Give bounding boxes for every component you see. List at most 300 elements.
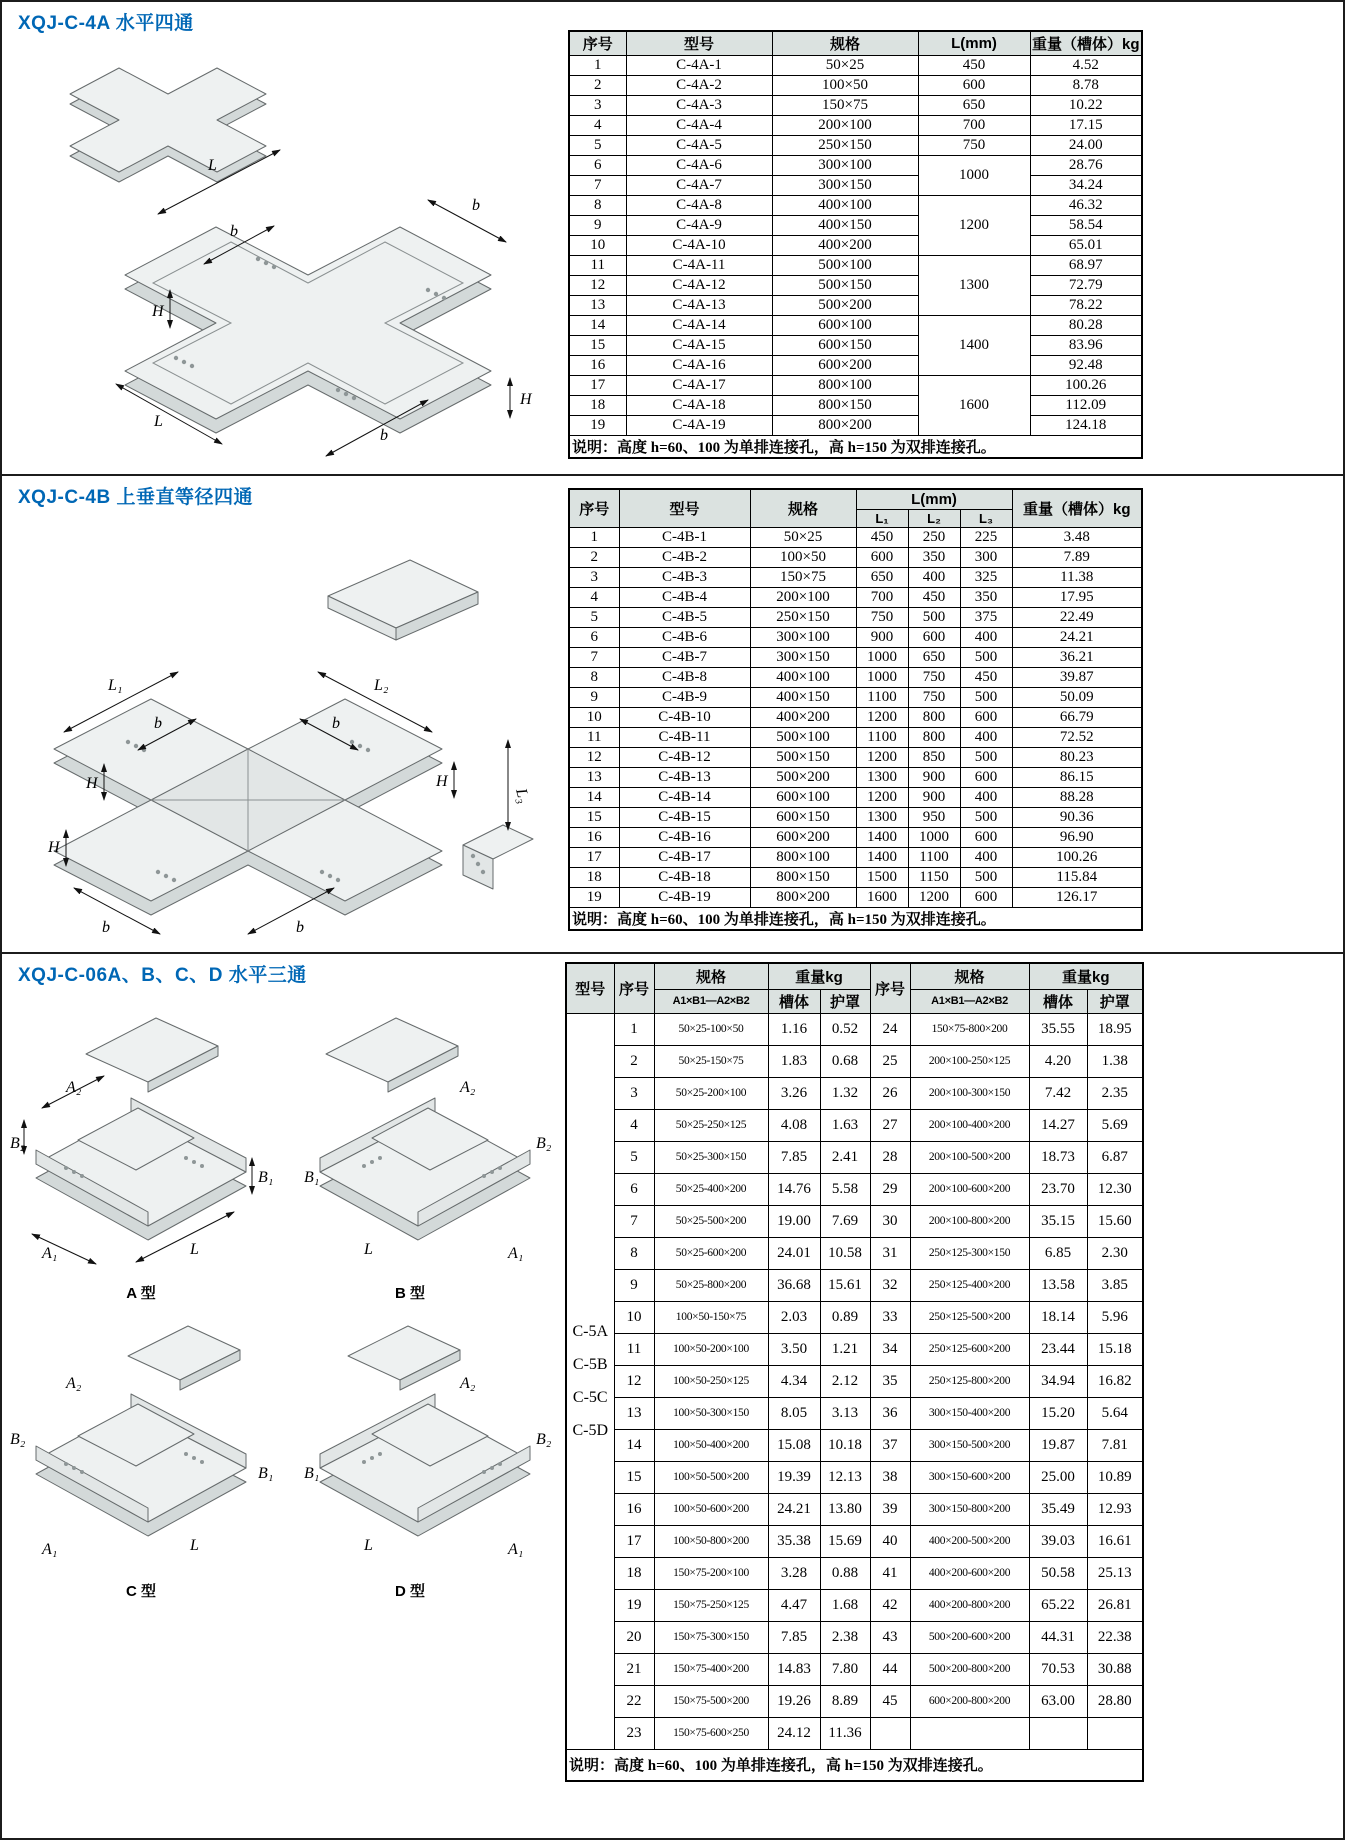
- l1-cell: 1200: [856, 708, 908, 728]
- cover-weight-cell: 2.38: [820, 1621, 870, 1653]
- body-weight-cell: 24.01: [768, 1237, 820, 1269]
- cover-weight-cell: 10.18: [820, 1429, 870, 1461]
- body-weight-cell: 14.27: [1029, 1109, 1087, 1141]
- tee-variants-diagram: [8, 1000, 560, 1614]
- col-header-seq: 序号: [870, 963, 910, 1013]
- spec-cell: 250×150: [750, 608, 856, 628]
- weight-cell: 34.24: [1030, 176, 1142, 196]
- spec-cell: 600×200-800×200: [910, 1685, 1029, 1717]
- spec-cell: 300×150: [750, 648, 856, 668]
- cover-d-drawing: [348, 1326, 460, 1390]
- seq-cell: 39: [870, 1493, 910, 1525]
- table-row: [569, 416, 1142, 436]
- weight-cell: 8.78: [1030, 76, 1142, 96]
- model-cell: C-4A-14: [626, 316, 772, 336]
- model-cell: C-4B-3: [619, 568, 750, 588]
- seq-cell: 26: [870, 1077, 910, 1109]
- seq-cell: 12: [614, 1365, 654, 1397]
- spec-cell: 500×200-600×200: [910, 1621, 1029, 1653]
- cover-weight-cell: [1087, 1717, 1143, 1749]
- spec-cell: 300×150-400×200: [910, 1397, 1029, 1429]
- model-cell: C-4B-10: [619, 708, 750, 728]
- seq-cell: 36: [870, 1397, 910, 1429]
- seq-cell: 42: [870, 1589, 910, 1621]
- table3-body: [566, 1013, 1143, 1749]
- spec-cell: 50×25-100×50: [654, 1013, 768, 1045]
- weight-cell: 112.09: [1030, 396, 1142, 416]
- table-row: [566, 1461, 1143, 1493]
- table-row: [569, 256, 1142, 276]
- weight-cell: 80.28: [1030, 316, 1142, 336]
- seq-cell: 29: [870, 1173, 910, 1205]
- spec-cell: 50×25-200×100: [654, 1077, 768, 1109]
- l3-cell: 225: [960, 528, 1012, 548]
- seq-cell: 33: [870, 1301, 910, 1333]
- model-cell: C-4B-6: [619, 628, 750, 648]
- body-weight-cell: 15.08: [768, 1429, 820, 1461]
- table-row: [566, 1621, 1143, 1653]
- cover-weight-cell: 15.61: [820, 1269, 870, 1301]
- model-cell: C-4A-7: [626, 176, 772, 196]
- body-weight-cell: 35.49: [1029, 1493, 1087, 1525]
- cover-weight-cell: 2.35: [1087, 1077, 1143, 1109]
- seq-cell: 19: [569, 888, 619, 908]
- dim-label-L1: L₁: [108, 677, 123, 694]
- table-row: [569, 628, 1142, 648]
- model-cell: C-4A-2: [626, 76, 772, 96]
- seq-cell: 11: [614, 1333, 654, 1365]
- spec-cell: 500×200: [772, 296, 918, 316]
- seq-cell: 10: [569, 708, 619, 728]
- weight-cell: 83.96: [1030, 336, 1142, 356]
- length-cell: 450: [918, 56, 1030, 76]
- cover-weight-cell: 1.68: [820, 1589, 870, 1621]
- spec-cell: 400×100: [750, 668, 856, 688]
- model-cell: C-4A-6: [626, 156, 772, 176]
- table-row: [566, 1653, 1143, 1685]
- body-weight-cell: 4.47: [768, 1589, 820, 1621]
- section-tee-title: XQJ-C-06A、B、C、D 水平三通: [18, 965, 307, 986]
- col-header-weight: 重量（槽体）kg: [1012, 489, 1142, 528]
- body-weight-cell: 63.00: [1029, 1685, 1087, 1717]
- l3-cell: 500: [960, 688, 1012, 708]
- body-weight-cell: 35.38: [768, 1525, 820, 1557]
- l2-cell: 400: [908, 568, 960, 588]
- seq-cell: 5: [569, 608, 619, 628]
- l1-cell: 1200: [856, 748, 908, 768]
- model-cell: C-4B-12: [619, 748, 750, 768]
- spec-cell: 200×100: [750, 588, 856, 608]
- seq-cell: 1: [569, 56, 626, 76]
- seq-cell: 18: [569, 868, 619, 888]
- body-weight-cell: 7.85: [768, 1141, 820, 1173]
- cover-weight-cell: 0.68: [820, 1045, 870, 1077]
- seq-cell: 24: [870, 1013, 910, 1045]
- seq-cell: 3: [569, 96, 626, 116]
- connector-plate-drawing: [463, 825, 533, 889]
- l2-cell: 600: [908, 628, 960, 648]
- col-header-weight: 重量（槽体）kg: [1030, 31, 1142, 56]
- weight-cell: 90.36: [1012, 808, 1142, 828]
- model-cell: C-4B-4: [619, 588, 750, 608]
- spec-cell: 400×200: [750, 708, 856, 728]
- dim-label-L: L: [154, 413, 163, 430]
- table-row: [566, 1173, 1143, 1205]
- cover-weight-cell: 12.93: [1087, 1493, 1143, 1525]
- body-weight-cell: 7.42: [1029, 1077, 1087, 1109]
- model-cell: C-4A-17: [626, 376, 772, 396]
- body-weight-cell: 7.85: [768, 1621, 820, 1653]
- seq-cell: 45: [870, 1685, 910, 1717]
- seq-cell: 38: [870, 1461, 910, 1493]
- table-row: [566, 1397, 1143, 1429]
- seq-cell: 9: [569, 216, 626, 236]
- seq-cell: 14: [569, 788, 619, 808]
- seq-cell: 16: [569, 356, 626, 376]
- seq-cell: 12: [569, 276, 626, 296]
- model-cell: C-4A-1: [626, 56, 772, 76]
- l3-cell: 375: [960, 608, 1012, 628]
- seq-cell: 17: [569, 848, 619, 868]
- l1-cell: 1100: [856, 688, 908, 708]
- table-row: [569, 588, 1142, 608]
- body-weight-cell: 35.15: [1029, 1205, 1087, 1237]
- vertical-cross-drawing: [54, 699, 442, 915]
- spec-cell: 150×75-800×200: [910, 1013, 1029, 1045]
- tee-drawing-b: [320, 1098, 530, 1240]
- dim-label-B1: B₁: [258, 1169, 274, 1186]
- table-row: [569, 396, 1142, 416]
- model-cell: C-4A-8: [626, 196, 772, 216]
- seq-cell: [870, 1717, 910, 1749]
- table-note: 说明：高度 h=60、100 为单排连接孔，高 h=150 为双排连接孔。: [569, 436, 1142, 459]
- dim-label-A1: A₁: [42, 1541, 58, 1558]
- spec-cell: 100×50-800×200: [654, 1525, 768, 1557]
- section-4a: [2, 2, 1343, 476]
- cover-weight-cell: 0.52: [820, 1013, 870, 1045]
- length-cell: 1600: [918, 376, 1030, 436]
- spec-cell: 600×200: [750, 828, 856, 848]
- body-weight-cell: 1.83: [768, 1045, 820, 1077]
- spec-cell: 100×50: [772, 76, 918, 96]
- spec-cell: 600×200: [772, 356, 918, 376]
- cover-weight-cell: 25.13: [1087, 1557, 1143, 1589]
- spec-cell: 300×150-500×200: [910, 1429, 1029, 1461]
- table-row: [566, 1365, 1143, 1397]
- dim-label-H: H: [152, 303, 164, 320]
- seq-cell: 15: [614, 1461, 654, 1493]
- l3-cell: 350: [960, 588, 1012, 608]
- l3-cell: 500: [960, 808, 1012, 828]
- model-cell: C-4B-16: [619, 828, 750, 848]
- spec-cell: [910, 1717, 1029, 1749]
- table-row: [569, 156, 1142, 176]
- table-row: [569, 356, 1142, 376]
- seq-cell: 23: [614, 1717, 654, 1749]
- cover-weight-cell: 7.81: [1087, 1429, 1143, 1461]
- model-series-cell: [566, 1013, 614, 1749]
- table-row: [569, 296, 1142, 316]
- seq-cell: 41: [870, 1557, 910, 1589]
- cover-weight-cell: 5.96: [1087, 1301, 1143, 1333]
- l2-cell: 800: [908, 708, 960, 728]
- spec-cell: 800×200: [750, 888, 856, 908]
- weight-cell: 86.15: [1012, 768, 1142, 788]
- body-weight-cell: 19.00: [768, 1205, 820, 1237]
- dim-label-b: b: [380, 427, 388, 444]
- seq-cell: 35: [870, 1365, 910, 1397]
- seq-cell: 28: [870, 1141, 910, 1173]
- spec-cell: 250×150: [772, 136, 918, 156]
- l3-cell: 400: [960, 788, 1012, 808]
- weight-cell: 80.23: [1012, 748, 1142, 768]
- cover-weight-cell: 1.32: [820, 1077, 870, 1109]
- spec-cell: 150×75-300×150: [654, 1621, 768, 1653]
- length-cell: 1300: [918, 256, 1030, 316]
- model-cell: C-4B-7: [619, 648, 750, 668]
- l3-cell: 600: [960, 828, 1012, 848]
- table-note: 说明：高度 h=60、100 为单排连接孔，高 h=150 为双排连接孔。: [566, 1749, 1143, 1781]
- body-weight-cell: 36.68: [768, 1269, 820, 1301]
- seq-cell: 37: [870, 1429, 910, 1461]
- seq-cell: 13: [569, 296, 626, 316]
- seq-cell: 17: [614, 1525, 654, 1557]
- l2-cell: 1150: [908, 868, 960, 888]
- l3-cell: 600: [960, 888, 1012, 908]
- dim-label-b: b: [472, 197, 480, 214]
- body-weight-cell: 18.14: [1029, 1301, 1087, 1333]
- cover-b-drawing: [326, 1018, 458, 1092]
- model-cell: C-4A-3: [626, 96, 772, 116]
- spec-cell: 100×50-300×150: [654, 1397, 768, 1429]
- weight-cell: 78.22: [1030, 296, 1142, 316]
- weight-cell: 17.95: [1012, 588, 1142, 608]
- col-header-spec: 规格: [750, 489, 856, 528]
- cover-weight-cell: 28.80: [1087, 1685, 1143, 1717]
- body-weight-cell: 3.26: [768, 1077, 820, 1109]
- spec-cell: 600×150: [772, 336, 918, 356]
- cover-weight-cell: 0.89: [820, 1301, 870, 1333]
- l2-cell: 500: [908, 608, 960, 628]
- table-tee: [565, 962, 1144, 1782]
- table-row: [569, 688, 1142, 708]
- l1-cell: 1200: [856, 788, 908, 808]
- cover-weight-cell: 2.30: [1087, 1237, 1143, 1269]
- l2-cell: 250: [908, 528, 960, 548]
- col-header-weight: 重量kg: [1029, 963, 1143, 989]
- model-cell: C-4B-11: [619, 728, 750, 748]
- l1-cell: 1400: [856, 828, 908, 848]
- cross-plan-drawing: [70, 68, 266, 182]
- l1-cell: 1600: [856, 888, 908, 908]
- col-header-spec-sub: A1×B1—A2×B2: [910, 989, 1029, 1013]
- table-row: [566, 1429, 1143, 1461]
- model-cell: C-4A-9: [626, 216, 772, 236]
- seq-cell: 13: [614, 1397, 654, 1429]
- dim-label-H: H: [520, 391, 532, 408]
- table-row: [566, 1045, 1143, 1077]
- spec-cell: 100×50-500×200: [654, 1461, 768, 1493]
- body-weight-cell: 3.28: [768, 1557, 820, 1589]
- model-cell: C-4A-13: [626, 296, 772, 316]
- spec-cell: 400×200: [772, 236, 918, 256]
- model-cell: C-4A-10: [626, 236, 772, 256]
- table-row: [569, 176, 1142, 196]
- col-header-seq: 序号: [569, 489, 619, 528]
- col-header-length-group: L(mm): [856, 489, 1012, 510]
- seq-cell: 17: [569, 376, 626, 396]
- model-cell: C-4A-12: [626, 276, 772, 296]
- spec-cell: 400×150: [772, 216, 918, 236]
- weight-cell: 50.09: [1012, 688, 1142, 708]
- body-weight-cell: 39.03: [1029, 1525, 1087, 1557]
- weight-cell: 4.52: [1030, 56, 1142, 76]
- spec-cell: 150×75-600×250: [654, 1717, 768, 1749]
- seq-cell: 4: [614, 1109, 654, 1141]
- l2-cell: 900: [908, 768, 960, 788]
- l1-cell: 700: [856, 588, 908, 608]
- cover-weight-cell: 2.12: [820, 1365, 870, 1397]
- table-row: [566, 1717, 1143, 1749]
- body-weight-cell: 24.12: [768, 1717, 820, 1749]
- dim-label-A1: A₁: [508, 1245, 524, 1262]
- cross-iso-drawing: [125, 227, 491, 433]
- l3-cell: 300: [960, 548, 1012, 568]
- length-cell: 650: [918, 96, 1030, 116]
- spec-cell: 300×100: [772, 156, 918, 176]
- table-row: [569, 748, 1142, 768]
- l2-cell: 950: [908, 808, 960, 828]
- model-cell: C-4B-18: [619, 868, 750, 888]
- spec-cell: 600×150: [750, 808, 856, 828]
- cover-weight-cell: 2.41: [820, 1141, 870, 1173]
- table2-body: [569, 528, 1142, 908]
- l1-cell: 450: [856, 528, 908, 548]
- l1-cell: 1000: [856, 648, 908, 668]
- length-cell: 1400: [918, 316, 1030, 376]
- model-cell: C-4B-14: [619, 788, 750, 808]
- spec-cell: 100×50-150×75: [654, 1301, 768, 1333]
- cover-weight-cell: 15.69: [820, 1525, 870, 1557]
- body-weight-cell: 6.85: [1029, 1237, 1087, 1269]
- spec-cell: 800×200: [772, 416, 918, 436]
- dim-label-A2: A₂: [460, 1079, 476, 1096]
- table-row: [569, 528, 1142, 548]
- variant-label-b: B 型: [394, 1285, 426, 1302]
- cover-weight-cell: 7.80: [820, 1653, 870, 1685]
- seq-cell: 2: [569, 76, 626, 96]
- model-cell: C-4A-19: [626, 416, 772, 436]
- table-row: [566, 1525, 1143, 1557]
- col-header-l2: L₂: [908, 510, 960, 528]
- col-header-model: 型号: [619, 489, 750, 528]
- l2-cell: 450: [908, 588, 960, 608]
- dim-label-b: b: [230, 223, 238, 240]
- cover-weight-cell: 5.69: [1087, 1109, 1143, 1141]
- body-weight-cell: 34.94: [1029, 1365, 1087, 1397]
- cover-weight-cell: 1.38: [1087, 1045, 1143, 1077]
- length-cell: 600: [918, 76, 1030, 96]
- spec-cell: 100×50-250×125: [654, 1365, 768, 1397]
- length-cell: 1200: [918, 196, 1030, 256]
- cover-weight-cell: 26.81: [1087, 1589, 1143, 1621]
- model-cell: C-4B-1: [619, 528, 750, 548]
- cover-weight-cell: 16.61: [1087, 1525, 1143, 1557]
- table-row: [566, 1493, 1143, 1525]
- seq-cell: 1: [614, 1013, 654, 1045]
- table-note-row: [569, 436, 1142, 459]
- dim-label-B2: B₂: [10, 1431, 26, 1448]
- spec-cell: 150×75-250×125: [654, 1589, 768, 1621]
- table-row: [569, 116, 1142, 136]
- dim-label-B1: B₁: [258, 1465, 274, 1482]
- spec-cell: 600×100: [750, 788, 856, 808]
- spec-cell: 50×25-800×200: [654, 1269, 768, 1301]
- spec-cell: 100×50-400×200: [654, 1429, 768, 1461]
- seq-cell: 22: [614, 1685, 654, 1717]
- col-header-weight: 重量kg: [768, 963, 870, 989]
- weight-cell: 124.18: [1030, 416, 1142, 436]
- spec-cell: 400×200-800×200: [910, 1589, 1029, 1621]
- table-note: 说明：高度 h=60、100 为单排连接孔，高 h=150 为双排连接孔。: [569, 908, 1142, 931]
- model-cell: C-4B-9: [619, 688, 750, 708]
- spec-cell: 250×125-500×200: [910, 1301, 1029, 1333]
- spec-cell: 400×150: [750, 688, 856, 708]
- l2-cell: 1000: [908, 828, 960, 848]
- spec-cell: 150×75-500×200: [654, 1685, 768, 1717]
- table-row: [569, 828, 1142, 848]
- seq-cell: 14: [569, 316, 626, 336]
- section-4a-title: XQJ-C-4A 水平四通: [18, 13, 194, 34]
- model-cell: C-4B-15: [619, 808, 750, 828]
- seq-cell: 2: [569, 548, 619, 568]
- col-header-l3: L₃: [960, 510, 1012, 528]
- table-row: [566, 1205, 1143, 1237]
- weight-cell: 126.17: [1012, 888, 1142, 908]
- table-4a: [568, 30, 1143, 459]
- seq-cell: 13: [569, 768, 619, 788]
- body-weight-cell: [1029, 1717, 1087, 1749]
- spec-cell: 200×100-400×200: [910, 1109, 1029, 1141]
- dim-label-L2: L₂: [374, 677, 389, 694]
- weight-cell: 58.54: [1030, 216, 1142, 236]
- body-weight-cell: 19.39: [768, 1461, 820, 1493]
- model-cell: C-4B-5: [619, 608, 750, 628]
- cover-weight-cell: 10.89: [1087, 1461, 1143, 1493]
- seq-cell: 19: [569, 416, 626, 436]
- seq-cell: 20: [614, 1621, 654, 1653]
- seq-cell: 6: [569, 156, 626, 176]
- model-cell: C-4B-2: [619, 548, 750, 568]
- table-row: [569, 788, 1142, 808]
- weight-cell: 100.26: [1012, 848, 1142, 868]
- model-cell: C-4B-17: [619, 848, 750, 868]
- cover-weight-cell: 18.95: [1087, 1013, 1143, 1045]
- weight-cell: 115.84: [1012, 868, 1142, 888]
- table-row: [569, 668, 1142, 688]
- dim-label-H: H: [436, 773, 448, 790]
- table-row: [569, 96, 1142, 116]
- table-row: [569, 868, 1142, 888]
- cover-weight-cell: 1.63: [820, 1109, 870, 1141]
- l2-cell: 850: [908, 748, 960, 768]
- col-header-cover: 护罩: [820, 989, 870, 1013]
- spec-cell: 500×100: [750, 728, 856, 748]
- l2-cell: 1100: [908, 848, 960, 868]
- spec-cell: 500×150: [772, 276, 918, 296]
- body-weight-cell: 65.22: [1029, 1589, 1087, 1621]
- col-header-body: 槽体: [1029, 989, 1087, 1013]
